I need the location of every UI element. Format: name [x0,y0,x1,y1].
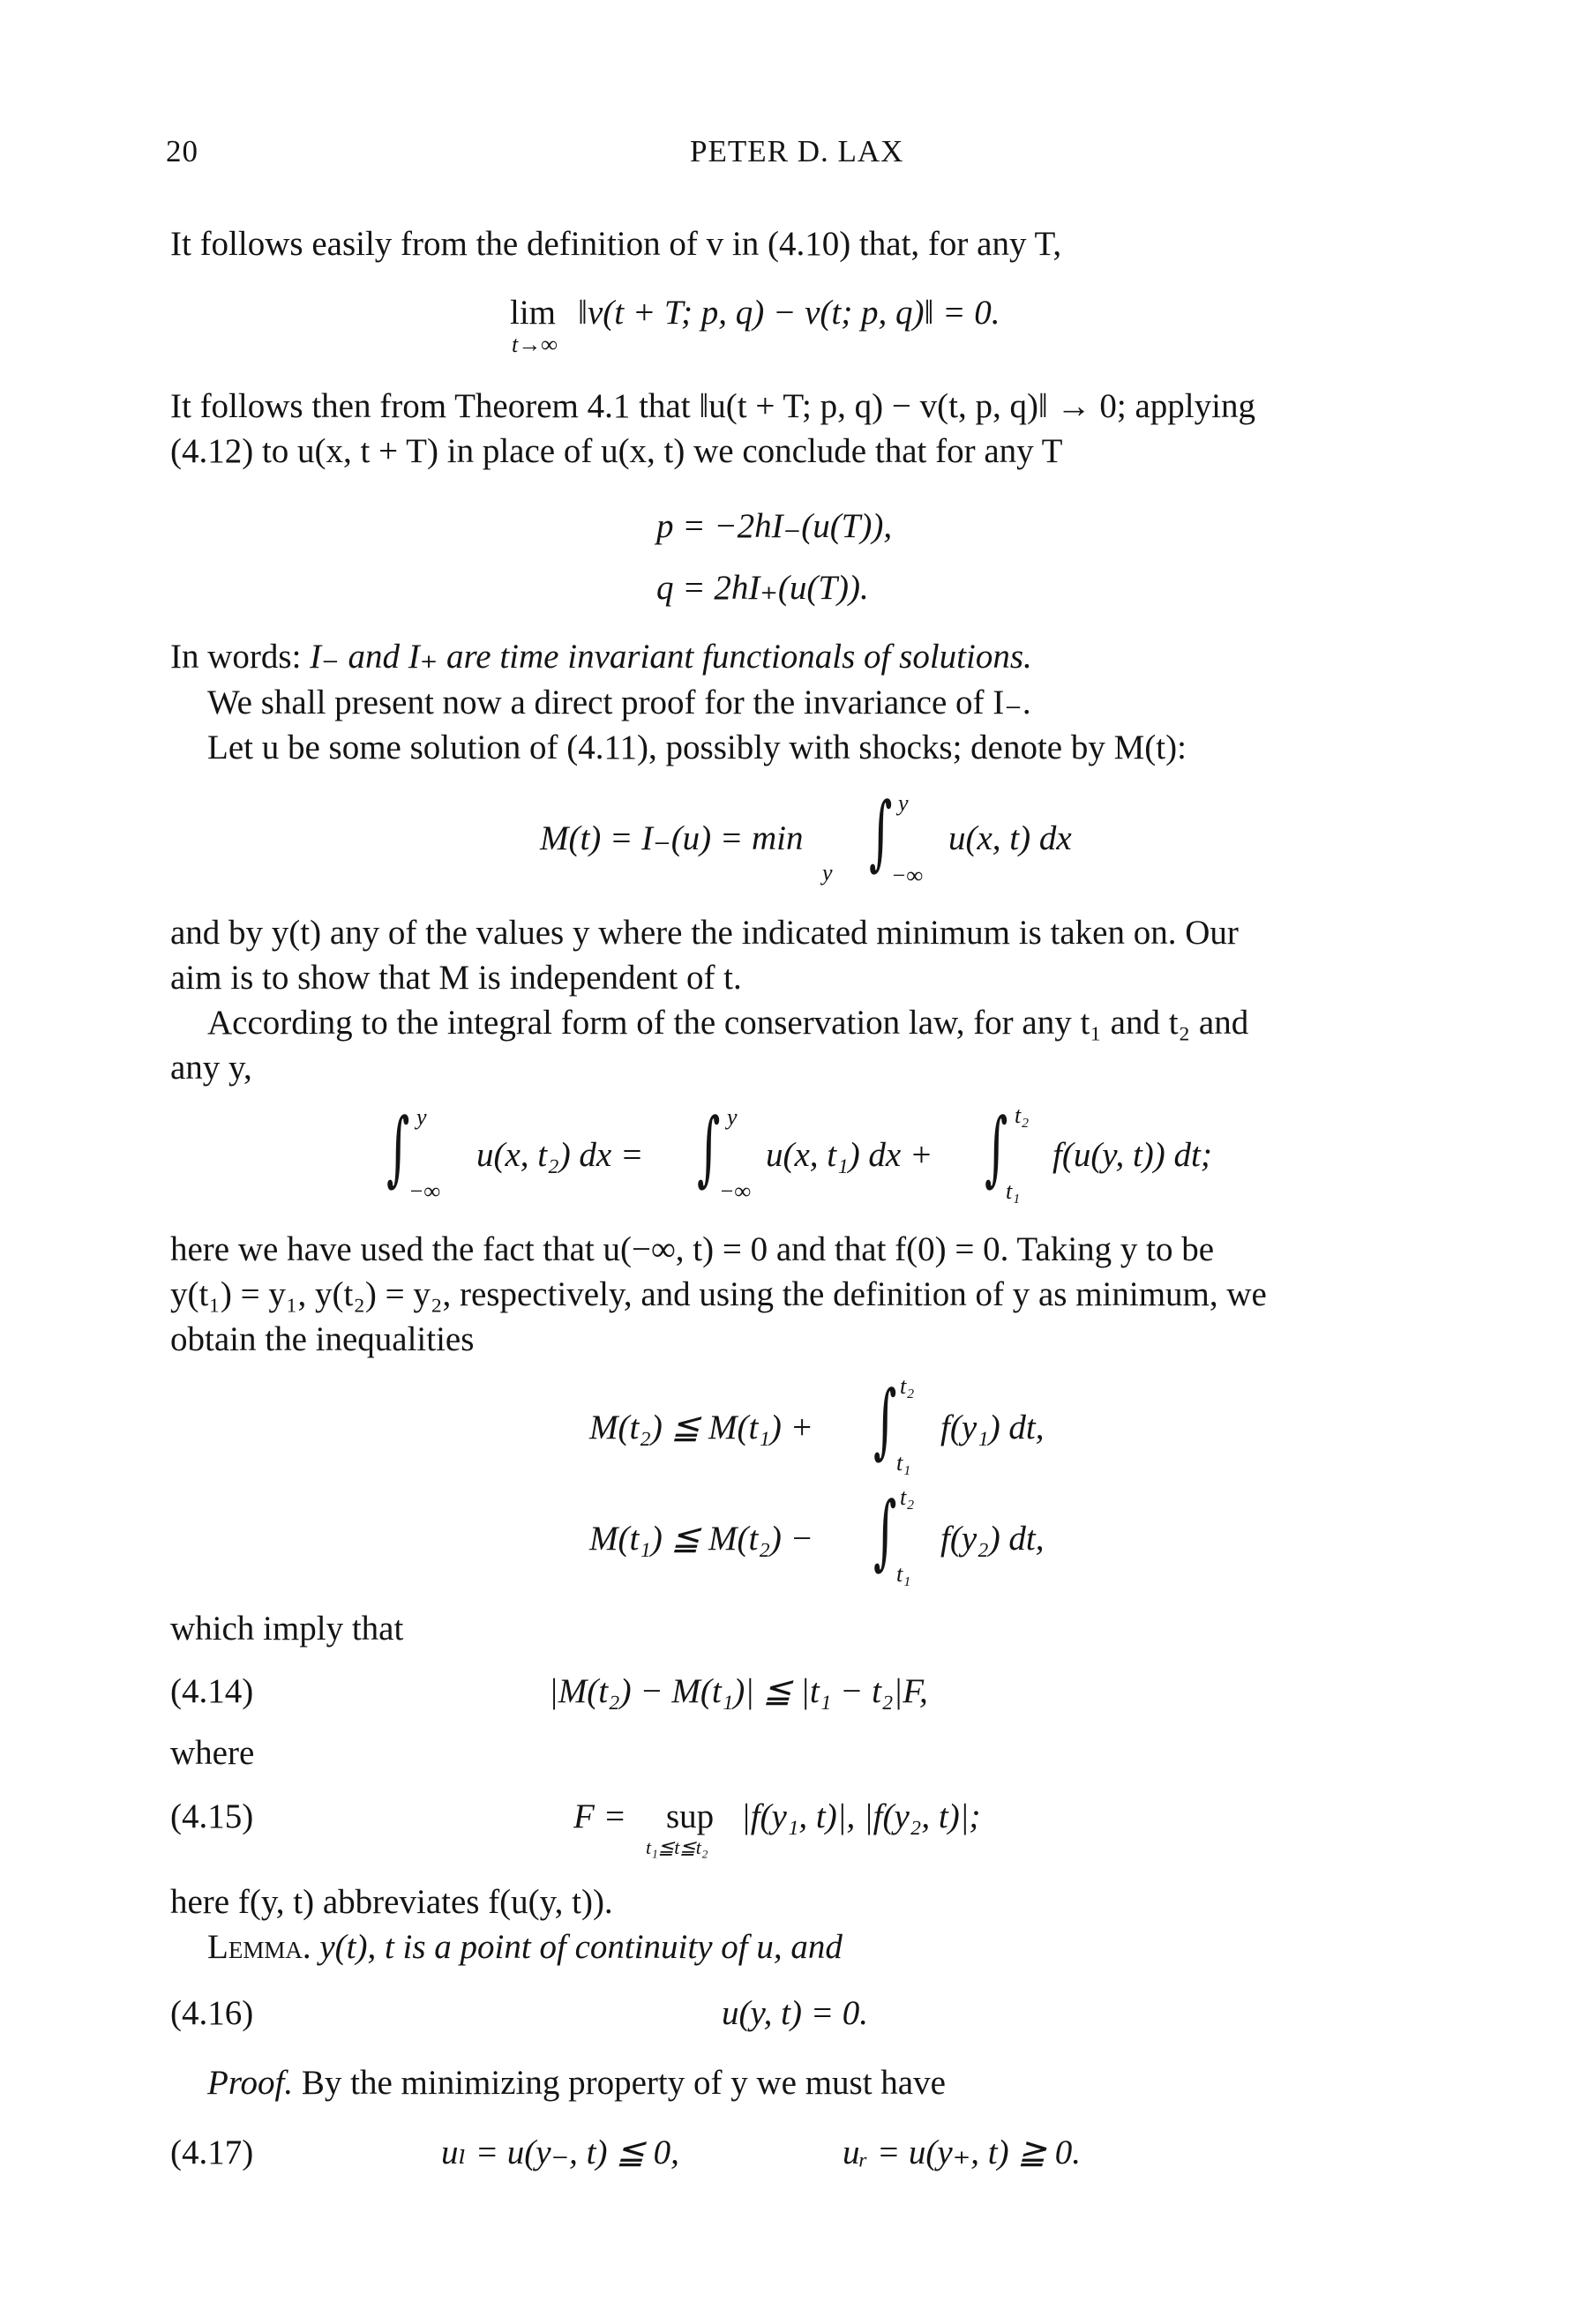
integral-sign: ∫ [386,1101,410,1195]
paragraph-8-line-3: obtain the inequalities [170,1320,475,1358]
paragraph-3-lead: In words: [170,638,311,676]
integral-sign: ∫ [873,1484,897,1579]
equation-label-4-15: (4.15) [170,1797,254,1835]
lim-subscript: t→∞ [512,332,558,357]
integral-upper-limit: y [416,1104,427,1130]
paragraph-7-line-1: According to the integral form of the conservation law, for any t₁ and t₂ and [207,1004,1249,1042]
lim-operator: lim [510,294,557,332]
integral-upper-limit: t₂ [900,1484,915,1510]
paragraph-3-italic: I₋ and I₊ are time invariant functionals of solutions. [310,638,1032,676]
integral-upper-limit: y [898,790,909,816]
integral-upper-limit: y [727,1104,738,1130]
equation-4-17-right: uᵣ = u(y₊, t) ≧ 0. [843,2133,1082,2171]
page-number: 20 [166,134,198,168]
integral-lower-limit: −∞ [408,1178,441,1204]
paragraph-5: Let u be some solution of (4.11), possibly with shocks; denote by M(t): [207,729,1187,766]
integral-lower-limit: −∞ [719,1178,752,1204]
M-definition-integrand: u(x, t) dx [948,819,1072,857]
integral-upper-limit: t₂ [1015,1102,1030,1128]
paragraph-7-line-2: any y, [170,1049,252,1087]
lemma-text: y(t), t is a point of continuity of u, and [319,1928,843,1966]
paragraph-1: It follows easily from the definition of v in (4.10) that, for any T, [170,225,1062,263]
lemma-statement [207,1925,843,1969]
paragraph-2-line-1: It follows then from Theorem 4.1 that ‖u(t + T; p, q) − v(t, p, q)‖ → 0; applying [170,387,1255,425]
paragraph-8-line-1: here we have used the fact that u(−∞, t) = 0 and that f(0) = 0. Taking y to be [170,1230,1215,1268]
integral-lower-limit: −∞ [891,863,924,888]
lim-equation-body: ‖v(t + T; p, q) − v(t; p, q)‖ = 0. [578,294,1000,332]
equation-4-15-lhs: F = [573,1797,626,1835]
equation-4-17-left: uₗ = u(y₋, t) ≦ 0, [441,2133,679,2171]
lemma-label: Lemma. [207,1928,311,1966]
M-definition-lhs: M(t) = I₋(u) = min [540,819,804,857]
inequality-1-integrand: f(y₁) dt, [940,1409,1045,1446]
inequality-1-lhs: M(t₂) ≦ M(t₁) + [589,1409,813,1446]
running-title: PETER D. LAX [690,134,904,168]
equation-label-4-17: (4.17) [170,2133,254,2171]
integral-sign: ∫ [985,1101,1008,1195]
proof-statement [207,2061,946,2105]
inequality-2-integrand: f(y₂) dt, [940,1520,1045,1558]
equation-p: p = −2hI₋(u(T)), [656,507,893,545]
min-subscript: y [822,860,833,886]
equation-label-4-16: (4.16) [170,1994,254,2032]
proof-label: Proof. [207,2064,294,2102]
paragraph-3 [170,635,1032,679]
integral-lower-limit: t₁ [896,1450,911,1476]
paragraph-4: We shall present now a direct proof for the invariance of I₋. [207,684,1031,721]
equation-4-14: |M(t₂) − M(t₁)| ≦ |t₁ − t₂|F, [549,1672,928,1710]
integral-upper-limit: t₂ [900,1373,915,1399]
inequality-2-lhs: M(t₁) ≦ M(t₂) − [589,1520,813,1558]
proof-text: By the minimizing property of y we must have [301,2064,946,2102]
paragraph-6-line-2: aim is to show that M is independent of t. [170,959,742,997]
paragraph-2-line-2: (4.12) to u(x, t + T) in place of u(x, t) we conclude that for any T [170,432,1063,470]
conservation-term-2: u(x, t₁) dx + [766,1136,933,1174]
integral-sign: ∫ [697,1101,721,1195]
integral-sign: ∫ [873,1373,897,1468]
conservation-term-3: f(u(y, t)) dt; [1052,1136,1212,1174]
conservation-term-1: u(x, t₂) dx = [476,1136,644,1174]
paragraph-6-line-1: and by y(t) any of the values y where the indicated minimum is taken on. Our [170,914,1239,952]
paragraph-11: here f(y, t) abbreviates f(u(y, t)). [170,1883,613,1921]
integral-lower-limit: t₁ [896,1561,911,1587]
equation-4-16: u(y, t) = 0. [722,1994,869,2032]
equation-4-15-body: |f(y₁, t)|, |f(y₂, t)|; [741,1797,981,1835]
integral-lower-limit: t₁ [1006,1178,1021,1204]
paragraph-10: where [170,1734,255,1772]
equation-label-4-14: (4.14) [170,1672,254,1710]
equation-q: q = 2hI₊(u(T)). [656,569,869,607]
paragraph-9: which imply that [170,1610,404,1648]
integral-sign: ∫ [869,785,893,879]
sup-subscript: t₁≦t≦t₂ [646,1836,708,1858]
sup-operator: sup [666,1797,715,1835]
paragraph-8-line-2: y(t₁) = y₁, y(t₂) = y₂, respectively, and using the definition of y as minimum, we [170,1275,1267,1313]
